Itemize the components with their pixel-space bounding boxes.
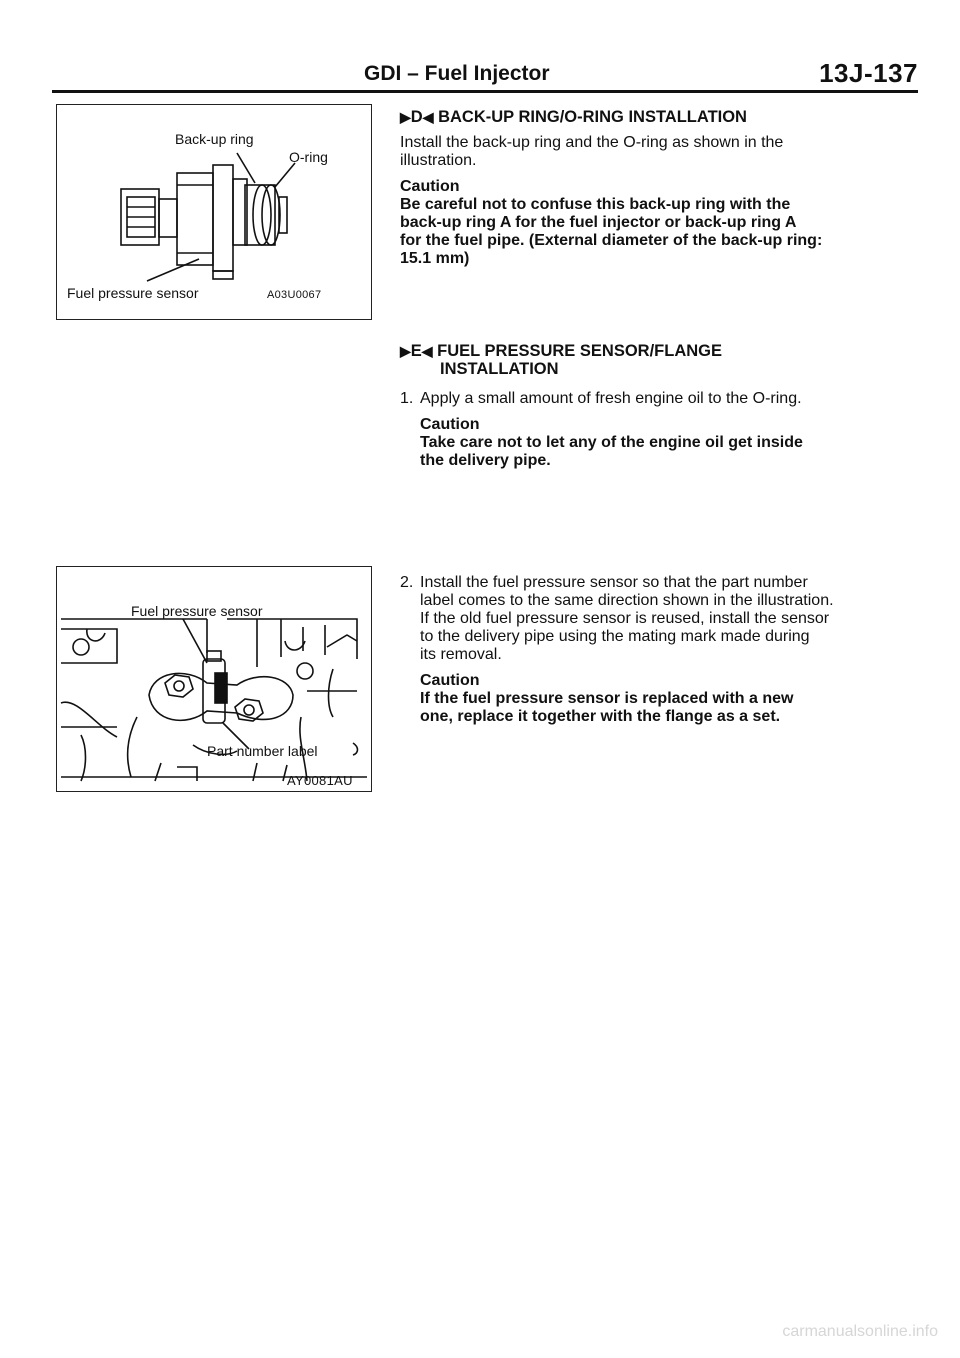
section-e-letter: E (410, 342, 422, 360)
step-2-body (420, 574, 908, 726)
caution-line: Take care not to let any of the engine oil get inside (420, 434, 803, 451)
arrow-left-icon: ◀ (422, 109, 434, 125)
step-1-body (420, 390, 908, 470)
label-backup-ring: Back-up ring (175, 131, 254, 147)
caution-line: If the fuel pressure sensor is replaced with a new (420, 690, 794, 707)
caution-label: Caution (420, 416, 480, 433)
step-2-number: 2. (400, 574, 414, 591)
step-text: label comes to the same direction shown in the illustration. (420, 592, 834, 609)
section-d-heading (400, 108, 747, 127)
label-part-number: Part number label (207, 743, 318, 759)
label-o-ring: O-ring (289, 149, 328, 165)
arrow-right-icon: ▶ (400, 109, 411, 125)
page-header (52, 58, 918, 92)
caution-line: one, replace it together with the flange as a set. (420, 708, 781, 725)
label-fuel-pressure-sensor-2: Fuel pressure sensor (131, 603, 263, 619)
step-text: Apply a small amount of fresh engine oil to the O-ring. (420, 390, 802, 407)
figure-code-2: AY0081AU (287, 773, 353, 788)
label-fuel-pressure-sensor: Fuel pressure sensor (67, 285, 199, 301)
caution-line: 15.1 mm) (400, 250, 470, 267)
arrow-right-icon: ▶ (400, 343, 411, 359)
page-number: 13J-137 (819, 58, 918, 88)
sensor-hex-body (177, 173, 213, 265)
left-bolt (165, 675, 193, 697)
page-title: GDI – Fuel Injector (364, 62, 550, 85)
caution-label: Caution (400, 178, 460, 195)
step-text: If the old fuel pressure sensor is reused, install the sensor (420, 610, 830, 627)
step-text: to the delivery pipe using the mating mark made during (420, 628, 810, 645)
section-e-heading (400, 342, 722, 361)
figure-backup-ring (56, 104, 372, 320)
caution-line: for the fuel pipe. (External diameter of the back-up ring: (400, 232, 823, 249)
step-1-number: 1. (400, 390, 414, 407)
header-rule (52, 90, 918, 93)
section-e-title-line1: FUEL PRESSURE SENSOR/FLANGE (437, 342, 722, 360)
caution-line: Be careful not to confuse this back-up ring with the (400, 196, 791, 213)
step-text: its removal. (420, 646, 502, 663)
caution-label: Caution (420, 672, 480, 689)
section-e-title-line2: INSTALLATION (440, 360, 559, 378)
figure-code: A03U0067 (267, 289, 322, 301)
body-line: illustration. (400, 152, 477, 169)
step-text: Install the fuel pressure sensor so that the part number (420, 574, 808, 591)
delivery-pipe (61, 619, 357, 659)
section-d-title: BACK-UP RING/O-RING INSTALLATION (438, 108, 747, 126)
caution-line: back-up ring A for the fuel injector or back-up ring A (400, 214, 797, 231)
caution-line: the delivery pipe. (420, 452, 551, 469)
watermark: carmanualsonline.info (782, 1323, 938, 1340)
body-line: Install the back-up ring and the O-ring as shown in the (400, 134, 784, 151)
section-d-letter: D (410, 108, 423, 126)
arrow-left-icon: ◀ (421, 343, 433, 359)
section-d-body (400, 134, 908, 268)
figure-sensor-installation (56, 566, 372, 792)
